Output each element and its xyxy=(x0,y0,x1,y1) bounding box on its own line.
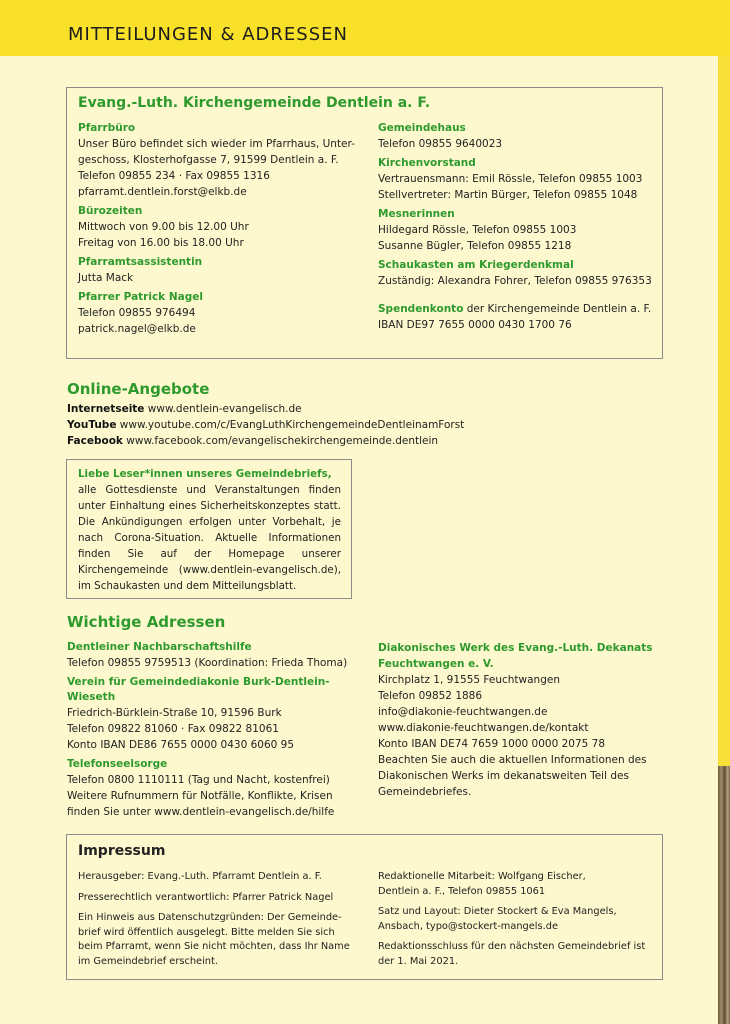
church-left-section-line: Unser Büro befindet sich wieder im Pfarrhaus, Unter- xyxy=(78,138,355,150)
church-left-section-line: geschoss, Klosterhofgasse 7, 91599 Dentlein a. F. xyxy=(78,154,339,166)
impressum-line: im Gemeindebrief erscheint. xyxy=(78,955,218,967)
church-title: Evang.-Luth. Kirchengemeinde Dentlein a. F. xyxy=(78,95,431,111)
church-right-section-line: Susanne Bügler, Telefon 09855 1218 xyxy=(378,240,572,252)
online-item-value: www.dentlein-evangelisch.de xyxy=(147,403,302,415)
notice-box xyxy=(66,459,352,599)
church-right-section-line: Zuständig: Alexandra Fohrer, Telefon 09855 976353 xyxy=(378,275,652,287)
church-left-section-line: Jutta Mack xyxy=(78,272,134,284)
church-right-section-line: Stellvertreter: Martin Bürger, Telefon 09855 1048 xyxy=(378,189,638,201)
online-item xyxy=(67,433,707,449)
diakonie-line: www.diakonie-feuchtwangen.de/kontakt xyxy=(378,722,589,734)
online-item-value: www.facebook.com/evangelischekirchengemeinde.dentlein xyxy=(126,435,439,447)
church-right-section-line: Vertrauensmann: Emil Rössle, Telefon 09855 1003 xyxy=(378,173,643,185)
church-right-section xyxy=(378,258,663,289)
impressum-paragraph xyxy=(378,940,663,969)
wood-texture-edge xyxy=(718,766,730,1024)
address-section-line: Konto IBAN DE86 7655 0000 0430 6060 95 xyxy=(67,739,295,751)
addresses-heading: Wichtige Adressen xyxy=(67,613,226,631)
diakonie-line: Diakonischen Werks im dekanatsweiten Teil des xyxy=(378,770,629,782)
church-right-section-line: Telefon 09855 9640023 xyxy=(378,138,503,150)
impressum-line: brief wird öffentlich ausgelegt. Bitte melden Sie sich xyxy=(78,926,335,938)
church-right-section-heading: Kirchenvorstand xyxy=(378,157,476,169)
address-section xyxy=(67,640,367,671)
impressum-line: beim Pfarramt, wenn Sie nicht möchten, dass Ihr Name xyxy=(78,941,350,952)
impressum-title: Impressum xyxy=(78,843,166,859)
church-left-section-line: Freitag von 16.00 bis 18.00 Uhr xyxy=(78,237,244,249)
diakonie-line: Konto IBAN DE74 7659 1000 0000 2075 78 xyxy=(378,738,606,750)
impressum-line: der 1. Mai 2021. xyxy=(378,955,459,967)
diakonie-heading-1: Diakonisches Werk des Evang.-Luth. Dekanats xyxy=(378,642,653,654)
impressum-line: Redaktionsschluss für den nächsten Gemeindebrief ist xyxy=(378,941,646,952)
church-right-section xyxy=(378,156,663,203)
donation-text: der Kirchengemeinde Dentlein a. F. xyxy=(463,303,652,315)
church-info-box xyxy=(66,87,663,359)
church-left-section-heading: Pfarramtsassistentin xyxy=(78,256,203,268)
church-left-section-heading: Bürozeiten xyxy=(78,205,143,217)
impressum-line: Ein Hinweis aus Datenschutzgründen: Der Gemeinde- xyxy=(78,912,342,923)
online-item-label: Internetseite xyxy=(67,403,145,415)
address-section-line: Telefon 0800 1110111 (Tag und Nacht, kostenfrei) xyxy=(67,774,330,786)
notice-body: alle Gottesdienste und Veranstaltungen finden unter Einhaltung eines Sicherheitskonzeptes statt. Die Ankündigungen erfolgen unter Vorbehalt, je nach Corona-Situation. Aktuelle Informationen finden Sie auf der Homepage unserer Kirchengemeinde (www.dentlein-evangelisch.de), im Schaukasten und dem Mitteilungsblatt. xyxy=(78,484,341,592)
address-section-heading: Verein für Gemeindediakonie Burk-Dentlein-Wieseth xyxy=(67,676,330,703)
impressum-line: Ansbach, typo@stockert-mangels.de xyxy=(378,920,558,932)
church-right-column xyxy=(378,121,663,293)
donation-heading: Spendenkonto xyxy=(378,303,464,315)
online-item xyxy=(67,417,707,433)
notice-title: Liebe Leser*innen unseres Gemeindebriefs, xyxy=(78,468,332,480)
diakonie-line: Telefon 09852 1886 xyxy=(378,690,483,702)
address-section xyxy=(67,675,367,753)
church-left-section-heading: Pfarrer Patrick Nagel xyxy=(78,291,203,303)
impressum-paragraph xyxy=(78,911,368,969)
impressum-line: Redaktionelle Mitarbeit: Wolfgang Eischer, xyxy=(378,871,586,882)
impressum-left-column xyxy=(78,870,368,975)
donation-iban: IBAN DE97 7655 0000 0430 1700 76 xyxy=(378,319,572,331)
impressum-paragraph xyxy=(78,891,368,906)
address-section-line: finden Sie unter www.dentlein-evangelisch.de/hilfe xyxy=(67,806,335,818)
diakonie-heading-2: Feuchtwangen e. V. xyxy=(378,658,494,670)
online-list xyxy=(67,401,707,449)
diakonie-line: Gemeindebriefes. xyxy=(378,786,472,798)
impressum-paragraph xyxy=(378,870,663,899)
church-left-section-line: Telefon 09855 976494 xyxy=(78,307,196,319)
online-item xyxy=(67,401,707,417)
church-left-section xyxy=(78,121,368,200)
church-left-section xyxy=(78,255,368,286)
church-left-section xyxy=(78,290,368,337)
church-right-section-heading: Schaukasten am Kriegerdenkmal xyxy=(378,259,574,271)
impressum-line: Herausgeber: Evang.-Luth. Pfarramt Dentlein a. F. xyxy=(78,871,322,882)
address-section-line: Weitere Rufnummern für Notfälle, Konflikte, Krisen xyxy=(67,790,333,802)
church-left-section-line: pfarramt.dentlein.forst@elkb.de xyxy=(78,186,247,198)
page-header xyxy=(0,0,730,56)
address-section-line: Friedrich-Bürklein-Straße 10, 91596 Burk xyxy=(67,707,282,719)
impressum-box xyxy=(66,834,663,980)
impressum-line: Satz und Layout: Dieter Stockert & Eva Mangels, xyxy=(378,906,617,917)
impressum-right-column xyxy=(378,870,663,975)
address-section-line: Telefon 09822 81060 · Fax 09822 81061 xyxy=(67,723,279,735)
online-item-label: Facebook xyxy=(67,435,123,447)
page-title: MITTEILUNGEN & ADRESSEN xyxy=(68,24,348,45)
church-left-section-line: patrick.nagel@elkb.de xyxy=(78,323,196,335)
address-section xyxy=(67,757,367,820)
church-left-section-line: Mittwoch von 9.00 bis 12.00 Uhr xyxy=(78,221,249,233)
online-item-value: www.youtube.com/c/EvangLuthKirchengemeindeDentleinamForst xyxy=(119,419,465,431)
church-left-section xyxy=(78,204,368,251)
church-right-section-heading: Gemeindehaus xyxy=(378,122,466,134)
diakonie-line: Kirchplatz 1, 91555 Feuchtwangen xyxy=(378,674,560,686)
church-right-section xyxy=(378,121,663,152)
impressum-line: Dentlein a. F., Telefon 09855 1061 xyxy=(378,885,546,897)
diakonie-line: Beachten Sie auch die aktuellen Informationen des xyxy=(378,754,647,766)
church-right-section xyxy=(378,207,663,254)
impressum-line: Presserechtlich verantwortlich: Pfarrer Patrick Nagel xyxy=(78,891,334,903)
church-right-section-heading: Mesnerinnen xyxy=(378,208,455,220)
impressum-paragraph xyxy=(78,870,368,885)
addresses-left-column xyxy=(67,640,367,824)
address-section-heading: Dentleiner Nachbarschaftshilfe xyxy=(67,641,252,653)
address-section-heading: Telefonseelsorge xyxy=(67,758,168,770)
church-left-column xyxy=(78,121,368,341)
church-right-section-line: Hildegard Rössle, Telefon 09855 1003 xyxy=(378,224,577,236)
diakonie-line: info@diakonie-feuchtwangen.de xyxy=(378,706,548,718)
address-section-line: Telefon 09855 9759513 (Koordination: Frieda Thoma) xyxy=(67,657,348,669)
church-left-section-heading: Pfarrbüro xyxy=(78,122,136,134)
donation-account xyxy=(378,301,663,333)
online-item-label: YouTube xyxy=(67,419,117,431)
church-left-section-line: Telefon 09855 234 · Fax 09855 1316 xyxy=(78,170,270,182)
impressum-paragraph xyxy=(378,905,663,934)
online-heading: Online-Angebote xyxy=(67,380,210,398)
addresses-right-column xyxy=(378,640,678,800)
